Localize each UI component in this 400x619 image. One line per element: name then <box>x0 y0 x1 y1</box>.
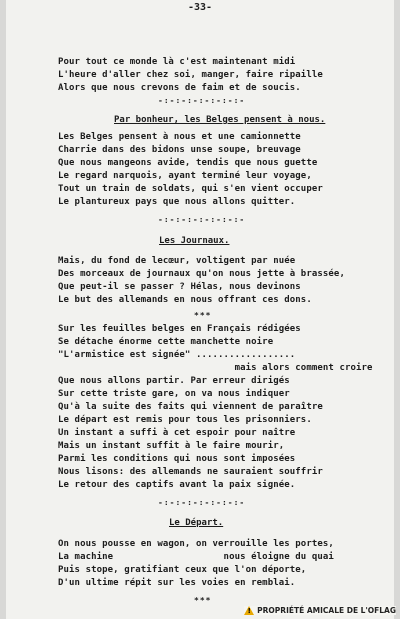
section-heading: Les Journaux. <box>159 236 230 246</box>
verse-line: Charrie dans des bidons unse soupe, breuvage <box>58 145 301 155</box>
verse-line: D'un ultime répit sur les voies en remblai. <box>58 578 296 588</box>
verse-line: Puis stope, gratifiant ceux que l'on déporte, <box>58 565 307 575</box>
verse-line: Le plantureux pays que nous allons quitter. <box>58 197 296 207</box>
warning-icon <box>244 606 254 615</box>
verse-line: Nous lisons: des allemands ne sauraient souffrir <box>58 467 323 477</box>
verse-line: Que nous allons partir. Par erreur dirigés <box>58 376 290 386</box>
separator: -:-:-:-:-:-:-:- <box>158 498 246 507</box>
ownership-watermark <box>244 606 396 615</box>
section-heading: Par bonheur, les Belges pensent à nous. <box>114 115 326 125</box>
verse-line: Mais un instant suffit à le faire mourir, <box>58 441 285 451</box>
verse-line: La machine nous éloigne du quai <box>58 552 334 562</box>
verse-line: Le regard narquois, ayant terminé leur voyage, <box>58 171 312 181</box>
verse-line: Parmi les conditions qui nous sont imposées <box>58 454 296 464</box>
verse-line: Que peut-il se passer ? Hélas, nous devinons <box>58 282 301 292</box>
verse-line: Qu'à la suite des faits qui viennent de paraître <box>58 402 323 412</box>
document-page <box>6 0 394 619</box>
separator: *** <box>194 311 212 320</box>
verse-line: Alors que nous crevons de faim et de soucis. <box>58 83 301 93</box>
section-heading: Le Départ. <box>169 518 224 528</box>
separator: -:-:-:-:-:-:-:- <box>158 96 246 105</box>
verse-line: Pour tout ce monde là c'est maintenant midi <box>58 57 296 67</box>
verse-line: Sur les feuilles belges en Français rédigées <box>58 324 301 334</box>
verse-line: Mais, du fond de lecœur, voltigent par nuée <box>58 256 296 266</box>
verse-line: Que nous mangeons avide, tendis que nous guette <box>58 158 318 168</box>
verse-line: Le départ est remis pour tous les prisonniers. <box>58 415 312 425</box>
verse-line: Les Belges pensent à nous et une camionnette <box>58 132 301 142</box>
verse-line: Le but des allemands en nous offrant ces dons. <box>58 295 312 305</box>
verse-line: "L'armistice est signée" .................. <box>58 350 296 360</box>
verse-line: On nous pousse en wagon, on verrouille les portes, <box>58 539 334 549</box>
verse-line: Sur cette triste gare, on va nous indiquer <box>58 389 290 399</box>
separator: -:-:-:-:-:-:-:- <box>158 215 246 224</box>
separator: *** <box>194 596 212 605</box>
watermark-text: PROPRIÉTÉ AMICALE DE L'OFLAG <box>257 606 396 615</box>
verse-line: Le retour des captifs avant la paix signée. <box>58 480 296 490</box>
verse-line: L'heure d'aller chez soi, manger, faire ripaille <box>58 70 323 80</box>
verse-line: Des morceaux de journaux qu'on nous jette à brassée, <box>58 269 345 279</box>
verse-line: Tout un train de soldats, qui s'en vient occuper <box>58 184 323 194</box>
verse-line: Un instant a suffi à cet espoir pour naître <box>58 428 296 438</box>
page-number: -33- <box>187 2 213 13</box>
verse-line: Se détache énorme cette manchette noire <box>58 337 274 347</box>
verse-line: mais alors comment croire <box>58 363 373 373</box>
